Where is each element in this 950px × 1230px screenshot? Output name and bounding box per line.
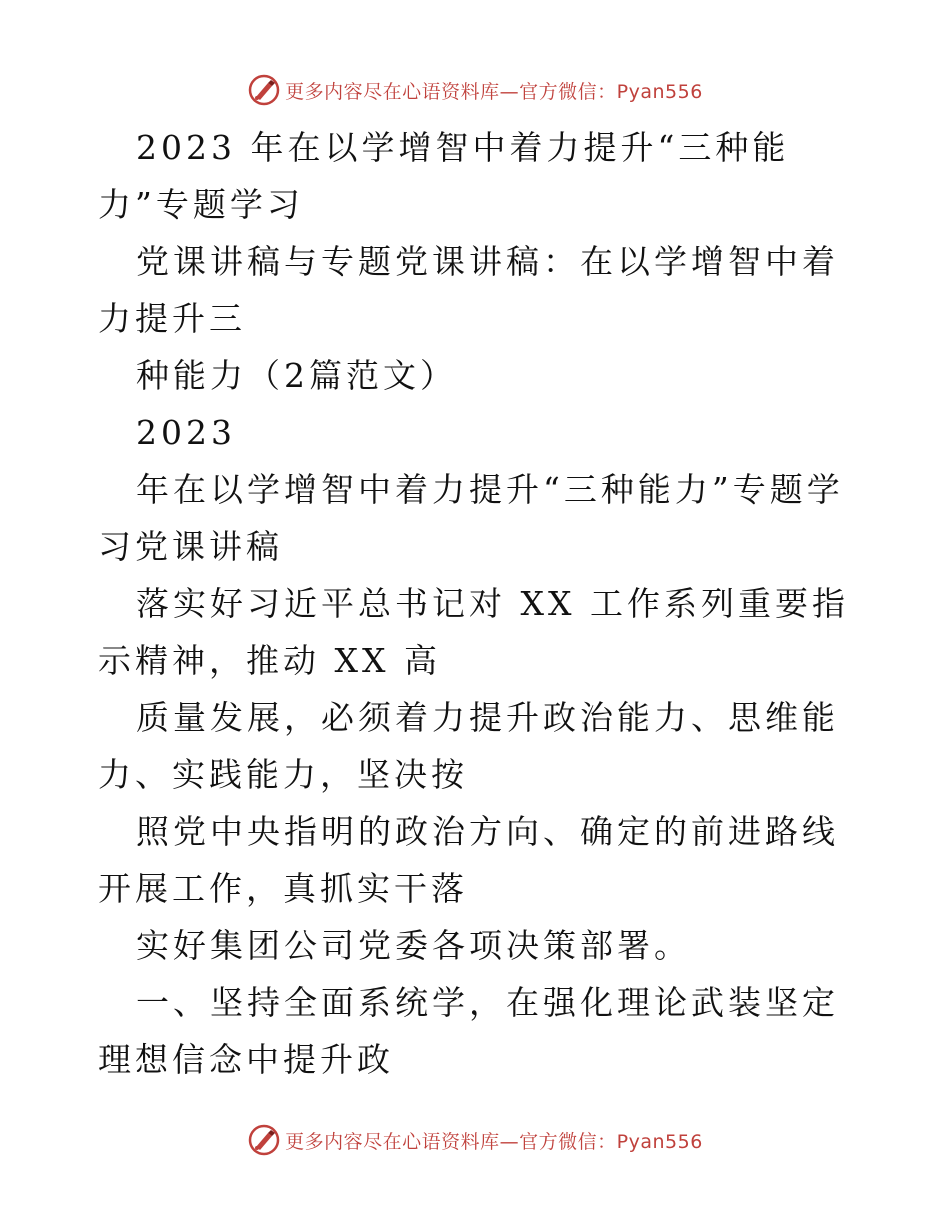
paragraph-10: 一、坚持全面系统学，在强化理论武装坚定理想信念中提升政: [98, 983, 839, 1079]
header-banner-text: 更多内容尽在心语资料库—官方微信：Pyan556: [285, 80, 703, 103]
footer-banner-text: 更多内容尽在心语资料库—官方微信：Pyan556: [285, 1130, 703, 1153]
pen-seal-icon: [247, 1123, 281, 1157]
paragraph-8: 照党中央指明的政治方向、确定的前进路线开展工作，真抓实干落: [98, 812, 839, 908]
paragraph-9: 实好集团公司党委各项决策部署。: [136, 926, 691, 965]
paragraph-3: 种能力（2篇范文）: [136, 356, 457, 395]
document-body: [98, 119, 858, 1088]
footer-banner: [0, 1120, 950, 1160]
paragraph-2: 党课讲稿与专题党课讲稿：在以学增智中着力提升三: [98, 242, 839, 338]
paragraph-7: 质量发展，必须着力提升政治能力、思维能力、实践能力，坚决按: [98, 698, 839, 794]
header-banner: [0, 70, 950, 110]
paragraph-4: 2023: [136, 413, 236, 452]
pen-seal-icon: [247, 73, 281, 107]
paragraph-5: 年在以学增智中着力提升“三种能力”专题学习党课讲稿: [98, 470, 844, 566]
paragraph-6: 落实好习近平总书记对 XX 工作系列重要指示精神，推动 XX 高: [98, 584, 849, 680]
paragraph-1: 2023 年在以学增智中着力提升“三种能力”专题学习: [98, 128, 790, 224]
